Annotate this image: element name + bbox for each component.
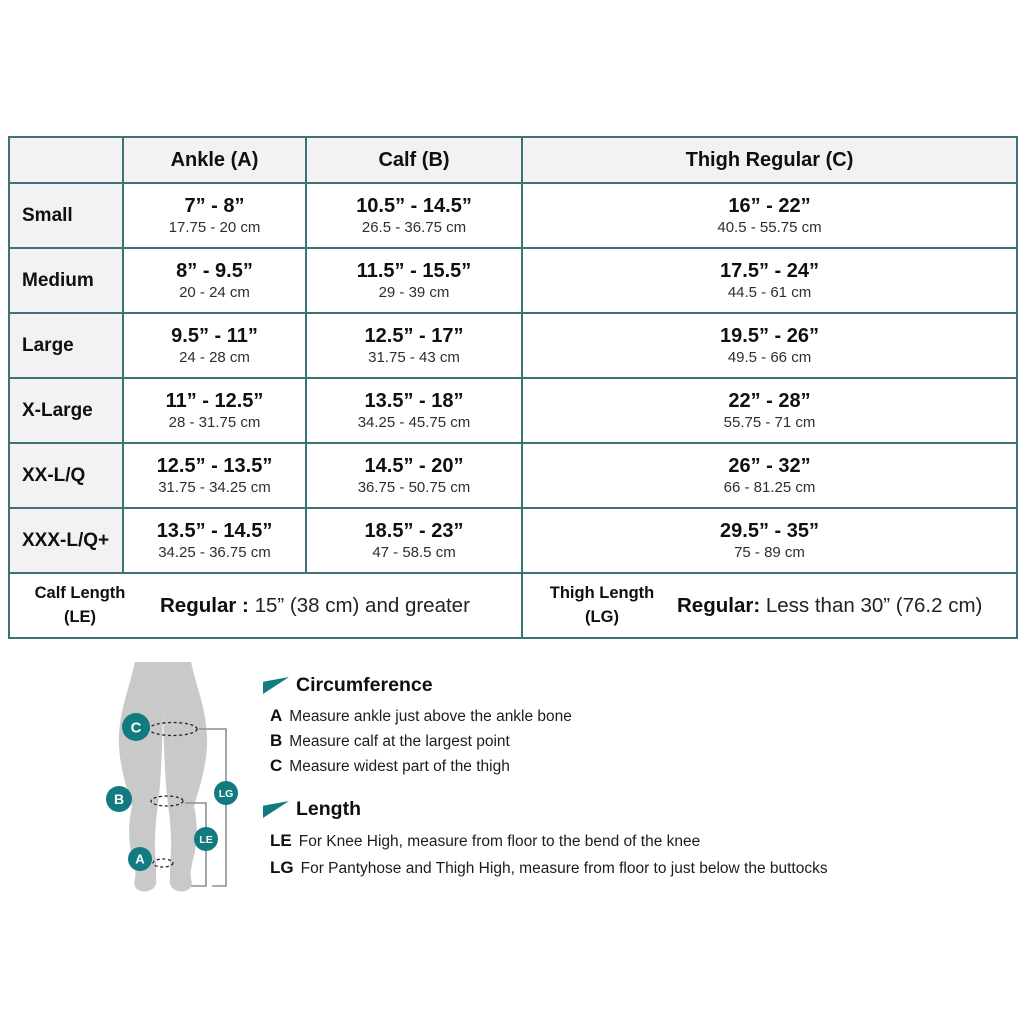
size-label: X-Large [9,378,123,443]
legend-item-a: A Measure ankle just above the ankle bone [270,706,572,725]
legend-item-c: C Measure widest part of the thigh [270,756,510,775]
thigh-value: 29.5” - 35” 75 - 89 cm [522,508,1017,573]
table-row-large [9,313,1017,378]
length-header [263,798,828,821]
le-marker-letters: LE [199,834,213,846]
column-header-calf: Calf (B) [306,137,522,183]
thigh-value: 22” - 28” 55.75 - 71 cm [522,378,1017,443]
ankle-value: 12.5” - 13.5” 31.75 - 34.25 cm [123,443,306,508]
legend-item-le: LE For Knee High, measure from floor to the bend of the knee [270,831,701,850]
thigh-length-label: Thigh Length (LG) [549,583,655,626]
length-footer-row [9,573,1017,638]
table-row-x-large [9,378,1017,443]
calf-marker-letter: B [113,791,125,807]
length-legend [263,798,828,882]
calf-value: 12.5” - 17” 31.75 - 43 cm [306,313,522,378]
table-row-small [9,183,1017,248]
lg-marker-letters: LG [218,788,234,800]
thigh-length-spec: Regular: Less than 30” (76.2 cm) [677,593,983,617]
thigh-length-cell [522,573,1017,638]
legend-item-b: B Measure calf at the largest point [270,731,510,750]
calf-value: 13.5” - 18” 34.25 - 45.75 cm [306,378,522,443]
header-row [9,137,1017,183]
ankle-value: 8” - 9.5” 20 - 24 cm [123,248,306,313]
size-label: Small [9,183,123,248]
table-row-xxx-l-q-plus [9,508,1017,573]
calf-value: 10.5” - 14.5” 26.5 - 36.75 cm [306,183,522,248]
thigh-value: 16” - 22” 40.5 - 55.75 cm [522,183,1017,248]
size-label: XX-L/Q [9,443,123,508]
column-header-thigh: Thigh Regular (C) [522,137,1017,183]
size-label: XXX-L/Q+ [9,508,123,573]
thigh-marker-letter: C [130,719,142,737]
flag-triangle-icon [263,677,289,694]
thigh-value: 26” - 32” 66 - 81.25 cm [522,443,1017,508]
length-title: Length [296,798,361,820]
ankle-value: 11” - 12.5” 28 - 31.75 cm [123,378,306,443]
ankle-value: 7” - 8” 17.75 - 20 cm [123,183,306,248]
calf-value: 18.5” - 23” 47 - 58.5 cm [306,508,522,573]
calf-length-spec: Regular : 15” (38 cm) and greater [160,593,470,617]
ankle-value: 13.5” - 14.5” 34.25 - 36.75 cm [123,508,306,573]
circumference-title: Circumference [296,674,433,696]
table-row-xx-l-q [9,443,1017,508]
thigh-value: 19.5” - 26” 49.5 - 66 cm [522,313,1017,378]
circumference-legend [263,674,572,779]
right-leg-silhouette [163,662,207,891]
size-label: Medium [9,248,123,313]
size-chart-table [8,136,1018,639]
legend-item-lg: LG For Pantyhose and Thigh High, measure from floor to just below the buttocks [270,858,828,877]
calf-length-cell [9,573,522,638]
calf-length-label: Calf Length (LE) [34,583,126,626]
size-label: Large [9,313,123,378]
corner-header-cell [9,137,123,183]
flag-triangle-icon [263,801,289,818]
thigh-value: 17.5” - 24” 44.5 - 61 cm [522,248,1017,313]
calf-value: 14.5” - 20” 36.75 - 50.75 cm [306,443,522,508]
circumference-header [263,674,572,697]
legs-measurement-diagram [103,660,253,900]
column-header-ankle: Ankle (A) [123,137,306,183]
calf-value: 11.5” - 15.5” 29 - 39 cm [306,248,522,313]
table-row-medium [9,248,1017,313]
ankle-value: 9.5” - 11” 24 - 28 cm [123,313,306,378]
ankle-marker-letter: A [135,851,145,867]
